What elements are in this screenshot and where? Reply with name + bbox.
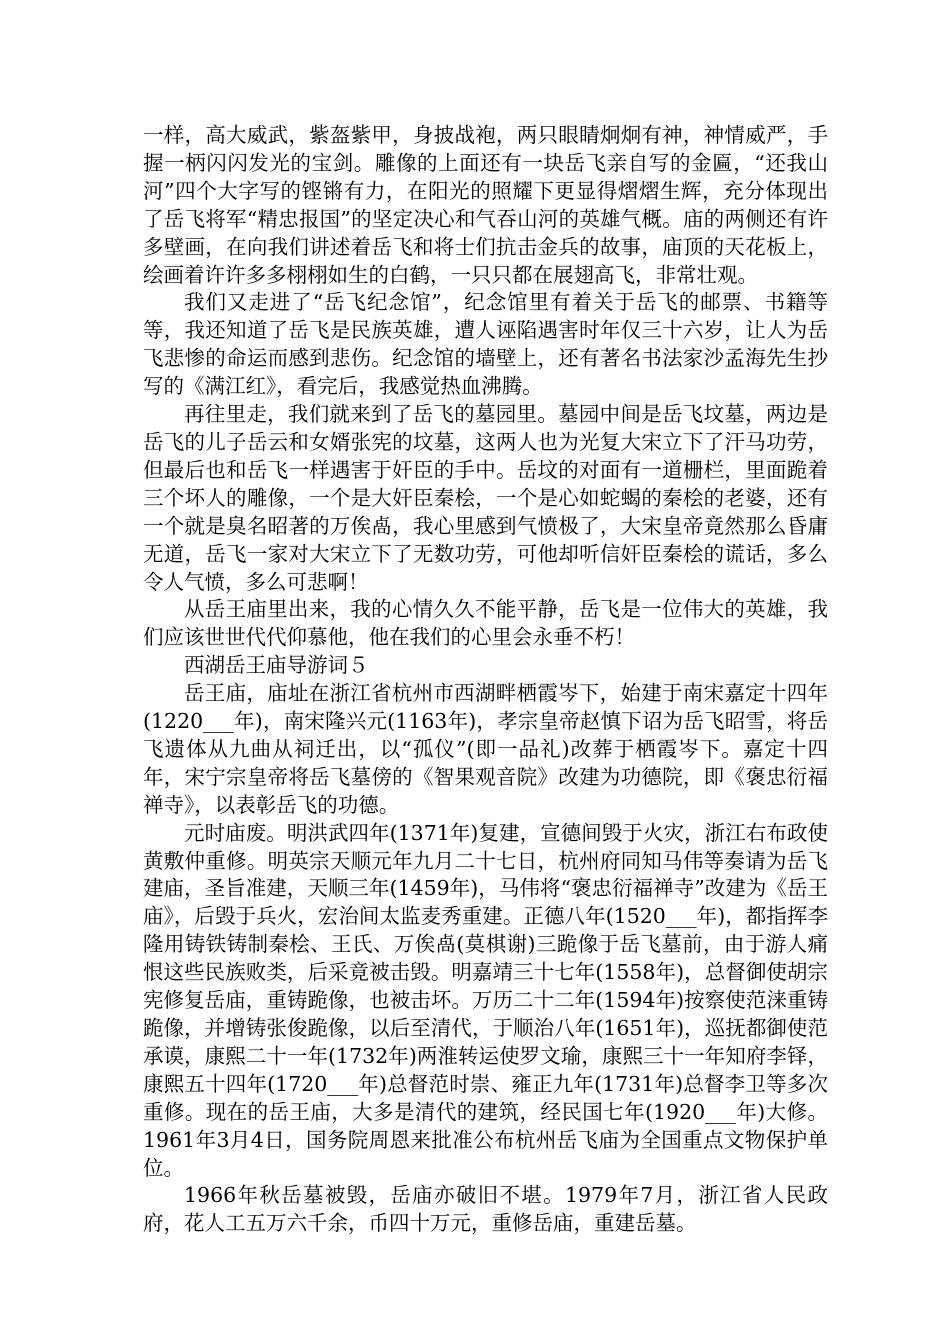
document-body xyxy=(143,122,828,1238)
paragraph-7: 1966年秋岳墓被毁，岳庙亦破旧不堪。1979年7月，浙江省人民政府，花人工五万六千余，币四十万元，重修岳庙，重建岳墓。 xyxy=(143,1183,828,1236)
paragraph-2: 我们又走进了“岳飞纪念馆”，纪念馆里有着关于岳飞的邮票、书籍等等，我还知道了岳飞是民族英雄，遭人诬陷遇害时年仅三十六岁，让人为岳飞悲惨的命运而感到悲伤。纪念馆的墙壁上，还有著名书法家沙孟海先生抄写的《满江红》，看完后，我感觉热血沸腾。 xyxy=(143,290,828,399)
paragraph-1: 一样，高大威武，紫盔紫甲，身披战袍，两只眼睛炯炯有神，神情威严，手握一柄闪闪发光的宝剑。雕像的上面还有一块岳飞亲自写的金匾，“还我山河”四个大字写的铿锵有力，在阳光的照耀下更显得熠熠生辉，充分体现出了岳飞将军“精忠报国”的坚定决心和气吞山河的英雄气概。庙的两侧还有许多壁画，在向我们讲述着岳飞和将士们抗击金兵的故事，庙顶的天花板上，绘画着许许多多栩栩如生的白鹤，一只只都在展翅高飞，非常壮观。 xyxy=(143,123,828,287)
paragraph-3: 再往里走，我们就来到了岳飞的墓园里。墓园中间是岳飞坟墓，两边是岳飞的儿子岳云和女婿张宪的坟墓，这两人也为光复大宋立下了汗马功劳，但最后也和岳飞一样遇害于奸臣的手中。岳坟的对面有一道栅栏，里面跪着三个坏人的雕像，一个是大奸臣秦桧，一个是心如蛇蝎的秦桧的老婆，还有一个就是臭名昭著的万俟卨，我心里感到气愤极了，大宋皇帝竟然那么昏庸无道，岳飞一家对大宋立下了无数功劳，可他却听信奸臣秦桧的谎话，多么令人气愤，多么可悲啊！ xyxy=(143,402,828,594)
section-heading: 西湖岳王庙导游词５ xyxy=(184,653,369,678)
paragraph-5: 岳王庙，庙址在浙江省杭州市西湖畔栖霞岑下，始建于南宋嘉定十四年(1220___年)，南宋隆兴元(1163年)，孝宗皇帝赵慎下诏为岳飞昭雪，将岳飞遗体从九曲从祠迁出，以“孤仪”(即一品礼)改葬于栖霞岑下。嘉定十四年，宋宁宗皇帝将岳飞墓傍的《智果观音院》改建为功德院，即《褒忠衍福禅寺》，以表彰岳飞的功德。 xyxy=(143,681,828,817)
paragraph-4: 从岳王庙里出来，我的心情久久不能平静，岳飞是一位伟大的英雄，我们应该世世代代仰慕他，他在我们的心里会永垂不朽！ xyxy=(143,597,828,650)
paragraph-6: 元时庙废。明洪武四年(1371年)复建，宣德间毁于火灾，浙江右布政使黄敷仲重修。明英宗天顺元年九月二十七日，杭州府同知马伟等奏请为岳飞建庙，圣旨准建，天顺三年(1459年)，马伟将“褒忠衍福禅寺”改建为《岳王庙》，后毁于兵火，宏治间太监麦秀重建。正德八年(1520___年)，都指挥李隆用铸铁铸制秦桧、王氏、万俟卨(莫棋谢)三跪像于岳飞墓前，由于游人痛恨这些民族败类，后采竟被击毁。明嘉靖三十七年(1558年)，总督御使胡宗宪修复岳庙，重铸跪像，也被击坏。万历二十二年(1594年)按察使范涞重铸跪像，并增铸张俊跪像，以后至清代，于顺治八年(1651年)，巡抚都御使范承谟，康熙二十一年(1732年)两淮转运使罗文瑜，康熙三十一年知府李铎，康熙五十四年(1720___年)总督范时崇、雍正九年(1731年)总督李卫等多次重修。现在的岳王庙，大多是清代的建筑，经民国七年(1920___年)大修。1961年3月4日，国务院周恩来批准公布杭州岳飞庙为全国重点文物保护单位。 xyxy=(143,820,828,1180)
